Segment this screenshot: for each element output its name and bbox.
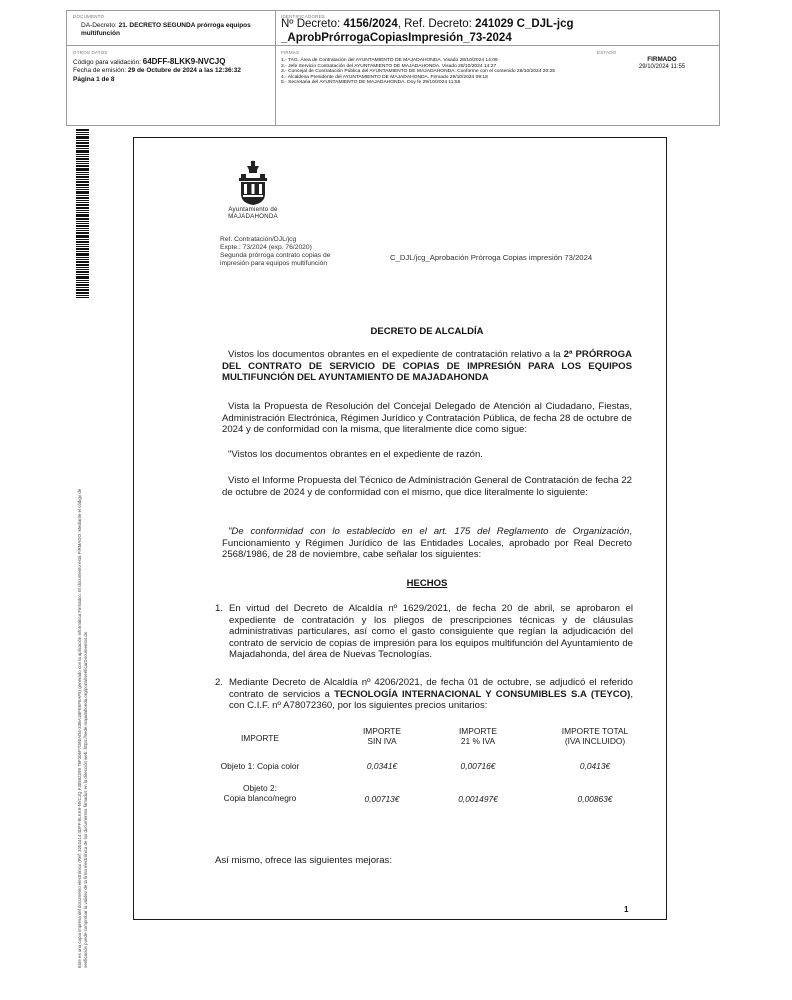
paragraph-vistos: Vistos los documentos obrantes en el expediente de contratación relativo a la 2ª PRÓRROGA DEL CONTRATO DE SERVICIO DE COPIAS DE IMPRESIÓN PARA LOS EQUIPOS MULTIFUNCIÓN DEL AYUNTAMIENTO DE MAJADAHONDA <box>222 349 632 384</box>
signature-entry: 2.- Jefe Servicio Contratación del AYUNTAMIENTO DE MAJADAHONDA. Visado 28/10/2024 14:27 <box>281 63 497 69</box>
coat-of-arms-icon <box>231 160 275 206</box>
barcode-stripe <box>76 179 89 180</box>
table-cell: Objeto 1: Copia color <box>220 761 300 771</box>
barcode <box>76 129 89 299</box>
logo-line-2: MAJADAHONDA <box>228 213 278 220</box>
barcode-stripe <box>76 129 89 131</box>
list-item: 2. Mediante Decreto de Alcaldía nº 4206/2021, de fecha 01 de octubre, se adjudicó el referido contrato de servicios a TECNOLOGÍA INTERNACIONAL Y CONSUMIBLES S.A (TEYCO), con C.I.F. nº A78072360, por los siguientes precios unitarios: <box>215 677 633 712</box>
paragraph-razon: "Vistos los documentos obrantes en el expediente de razón. <box>228 449 483 460</box>
barcode-stripe <box>76 150 89 153</box>
barcode-stripe <box>76 161 89 162</box>
barcode-stripe <box>76 140 89 141</box>
barcode-stripe <box>76 184 89 186</box>
page-count: Página 1 de 8 <box>73 75 115 83</box>
barcode-stripe <box>76 189 89 190</box>
barcode-stripe <box>76 235 89 238</box>
barcode-stripe <box>76 253 89 256</box>
table-header: IMPORTE SIN IVA <box>362 726 401 746</box>
decree-identifier: Nº Decreto: 4156/2024, Ref. Decreto: 241029 C_DJL-jcg _AprobPrórrogaCopiasImpresión_73-2024 <box>281 18 574 44</box>
table-header: IMPORTE <box>240 733 279 743</box>
table-cell: 0,0341€ <box>366 761 398 771</box>
table-cell: 0,00716€ <box>460 761 496 771</box>
status-badge: FIRMADO <box>647 56 677 63</box>
paragraph-informe: Visto el Informe Propuesta del Técnico de Administración General de Contratación de fecha 22 de octubre de 2024 y de conformidad con el mismo, que dice literalmente lo siguiente: <box>222 475 632 498</box>
barcode-stripe <box>76 292 89 294</box>
reference-block: Ref. Contratación/DJL/jcg Expte.: 73/2024 (exp. 76/2020) Segunda prórroga contrato copias de impresión para equipos multifunción <box>220 236 331 267</box>
barcode-stripe <box>76 225 89 227</box>
barcode-stripe <box>76 228 89 229</box>
barcode-stripe <box>76 197 89 199</box>
barcode-stripe <box>76 176 89 178</box>
table-header: IMPORTE TOTAL (IVA INCLUIDO) <box>561 726 629 746</box>
barcode-stripe <box>76 207 89 209</box>
barcode-stripe <box>76 132 89 133</box>
barcode-stripe <box>76 264 89 266</box>
barcode-stripe <box>76 136 89 139</box>
barcode-stripe <box>76 230 89 231</box>
barcode-stripe <box>76 223 89 224</box>
barcode-stripe <box>76 239 89 240</box>
majadahonda-logo <box>217 160 289 220</box>
logo-line-1: Ayuntamiento de <box>228 206 278 213</box>
barcode-stripe <box>76 181 89 183</box>
barcode-stripe <box>76 221 89 222</box>
header-divider <box>275 11 276 45</box>
barcode-stripe <box>76 158 89 160</box>
barcode-stripe <box>76 218 89 220</box>
barcode-stripe <box>76 165 89 167</box>
documento-caption: DOCUMENTO <box>73 14 105 19</box>
barcode-stripe <box>76 210 89 211</box>
signature-entry: 5.- Secretaria del AYUNTAMIENTO DE MAJADAHONDA. Doy fe 29/10/2024 11:55 <box>281 80 461 86</box>
otros-datos-caption: OTROS DATOS <box>73 50 108 55</box>
barcode-stripe <box>76 163 89 164</box>
documento-title: DA-Decreto: 21. DECRETO SEGUNDA prórroga equipos multifunción <box>81 22 251 37</box>
barcode-stripe <box>76 232 89 234</box>
barcode-stripe <box>76 172 89 173</box>
barcode-stripe <box>76 276 89 279</box>
paragraph-mejoras: Así mismo, ofrece las siguientes mejoras: <box>215 855 393 866</box>
barcode-stripe <box>76 148 89 149</box>
table-cell: Objeto 2: Copia blanco/negro <box>223 783 297 803</box>
barcode-stripe <box>76 261 89 263</box>
page-title: DECRETO DE ALCALDÍA <box>370 326 484 337</box>
barcode-stripe <box>76 259 89 260</box>
barcode-stripe <box>76 214 89 217</box>
validation-block: Código para validación: 64DFF-8LKK9-NVCJQ Fecha de emisión: 29 de Octubre de 2024 a las 12:36:32 Página 1 de 8 <box>73 57 242 83</box>
verification-side-text: Este es una copia impresa del documento electrónico (Ref: 3202414 4DFF-8LKK9-NVCJQ F30592399 78F306F7D80AD4-33BA1BFE6F6AF5) generado con la aplicación informática Firmadoc. El documento está FIRMADO. Mediante el código de verificación puede comprobar la validez de la firma electrónica de los documentos firmados en la dirección web: https://sede.majadahonda.org/portal/verificarDocumentos.do <box>77 488 88 968</box>
barcode-stripe <box>76 280 89 281</box>
barcode-stripe <box>76 267 89 268</box>
signature-entry: 3.- Concejal de Contratación Pública del AYUNTAMIENTO DE MAJADAHONDA. Conforme con el contenido 28/10/2024 20:25 <box>281 69 556 75</box>
table-cell: 0,0413€ <box>579 761 611 771</box>
barcode-stripe <box>76 202 89 203</box>
header-bottom-row <box>66 46 720 126</box>
barcode-stripe <box>76 257 89 258</box>
barcode-stripe <box>76 271 89 273</box>
table-header: IMPORTE 21 % IVA <box>458 726 497 746</box>
firmas-caption: FIRMAS <box>281 50 300 55</box>
paragraph-conformidad: "De conformidad con lo establecido en el art. 175 del Reglamento de Organización, Funcionamiento y Régimen Jurídico de las Entidades Locales, aprobado por Real Decreto 2568/1986, de 28 de noviembre, cabe señalar los siguientes: <box>222 526 632 561</box>
barcode-stripe <box>76 156 89 157</box>
barcode-stripe <box>76 200 89 201</box>
barcode-stripe <box>76 248 89 250</box>
table-cell: 0,001497€ <box>458 794 498 804</box>
barcode-stripe <box>76 287 89 288</box>
identificadores-caption: IDENTIFICADORES <box>281 14 326 19</box>
barcode-stripe <box>76 195 89 196</box>
barcode-stripe <box>76 187 89 188</box>
barcode-stripe <box>76 295 89 296</box>
signature-entry: 4.- Alcaldesa Presidente del AYUNTAMIENTO DE MAJADAHONDA. Firmado 29/10/2024 09:18 <box>281 74 488 80</box>
barcode-stripe <box>76 269 89 270</box>
reference-code: C_DJL/jcg_Aprobación Prórroga Copias impresión 73/2024 <box>390 253 593 262</box>
header-top-row <box>66 10 720 46</box>
barcode-stripe <box>76 212 89 213</box>
barcode-stripe <box>76 282 89 283</box>
status-date: 29/10/2024 11:55 <box>638 64 686 70</box>
barcode-stripe <box>76 244 89 245</box>
barcode-stripe <box>76 289 89 291</box>
header-divider <box>275 46 276 125</box>
table-cell: 0,00863€ <box>577 794 613 804</box>
barcode-stripe <box>76 204 89 206</box>
signatures-list <box>281 58 591 86</box>
page-number: 1 <box>624 905 629 914</box>
emission-date: 29 de Octubre de 2024 a las 12:36:32 <box>127 67 242 75</box>
signature-status <box>607 56 717 71</box>
barcode-stripe <box>76 145 89 147</box>
barcode-stripe <box>76 284 89 286</box>
barcode-stripe <box>76 142 89 144</box>
table-cell: 0,00713€ <box>364 794 400 804</box>
section-heading-hechos: HECHOS <box>406 578 448 589</box>
paragraph-propuesta: Vista la Propuesta de Resolución del Concejal Delegado de Atención al Ciudadano, Fiestas, Administración Electrónica, Régimen Jurídico y Contratación Pública, de fecha 28 de octubre de 2024 y de conformidad con la misma, que literalmente dice como sigue: <box>222 401 632 436</box>
signature-entry: 1.- TAG. Área de Contratación del AYUNTAMIENTO DE MAJADAHONDA. Visado 28/10/2024 14:09 <box>281 58 498 63</box>
barcode-stripe <box>76 154 89 155</box>
barcode-stripe <box>76 246 89 247</box>
barcode-stripe <box>76 174 89 175</box>
list-item: 1. En virtud del Decreto de Alcaldía nº 1629/2021, de fecha 20 de abril, se aprobaron el expediente de contratación y los pliegos de prescripciones técnicas y de cláusulas administrativas particulares, así como el gasto consiguiente que regían la adjudicación del contrato de servicio de copias de impresión para los equipos multifunción del Ayuntamiento de Majadahonda, del área de Nuevas Tecnologías. <box>215 603 633 661</box>
barcode-stripe <box>76 134 89 135</box>
barcode-stripe <box>76 241 89 243</box>
barcode-stripe <box>76 274 89 275</box>
barcode-stripe <box>76 251 89 252</box>
barcode-stripe <box>76 168 89 171</box>
estado-caption: ESTADO <box>597 50 617 55</box>
validation-code: 64DFF-8LKK9-NVCJQ <box>142 57 226 66</box>
barcode-stripe <box>76 191 89 194</box>
